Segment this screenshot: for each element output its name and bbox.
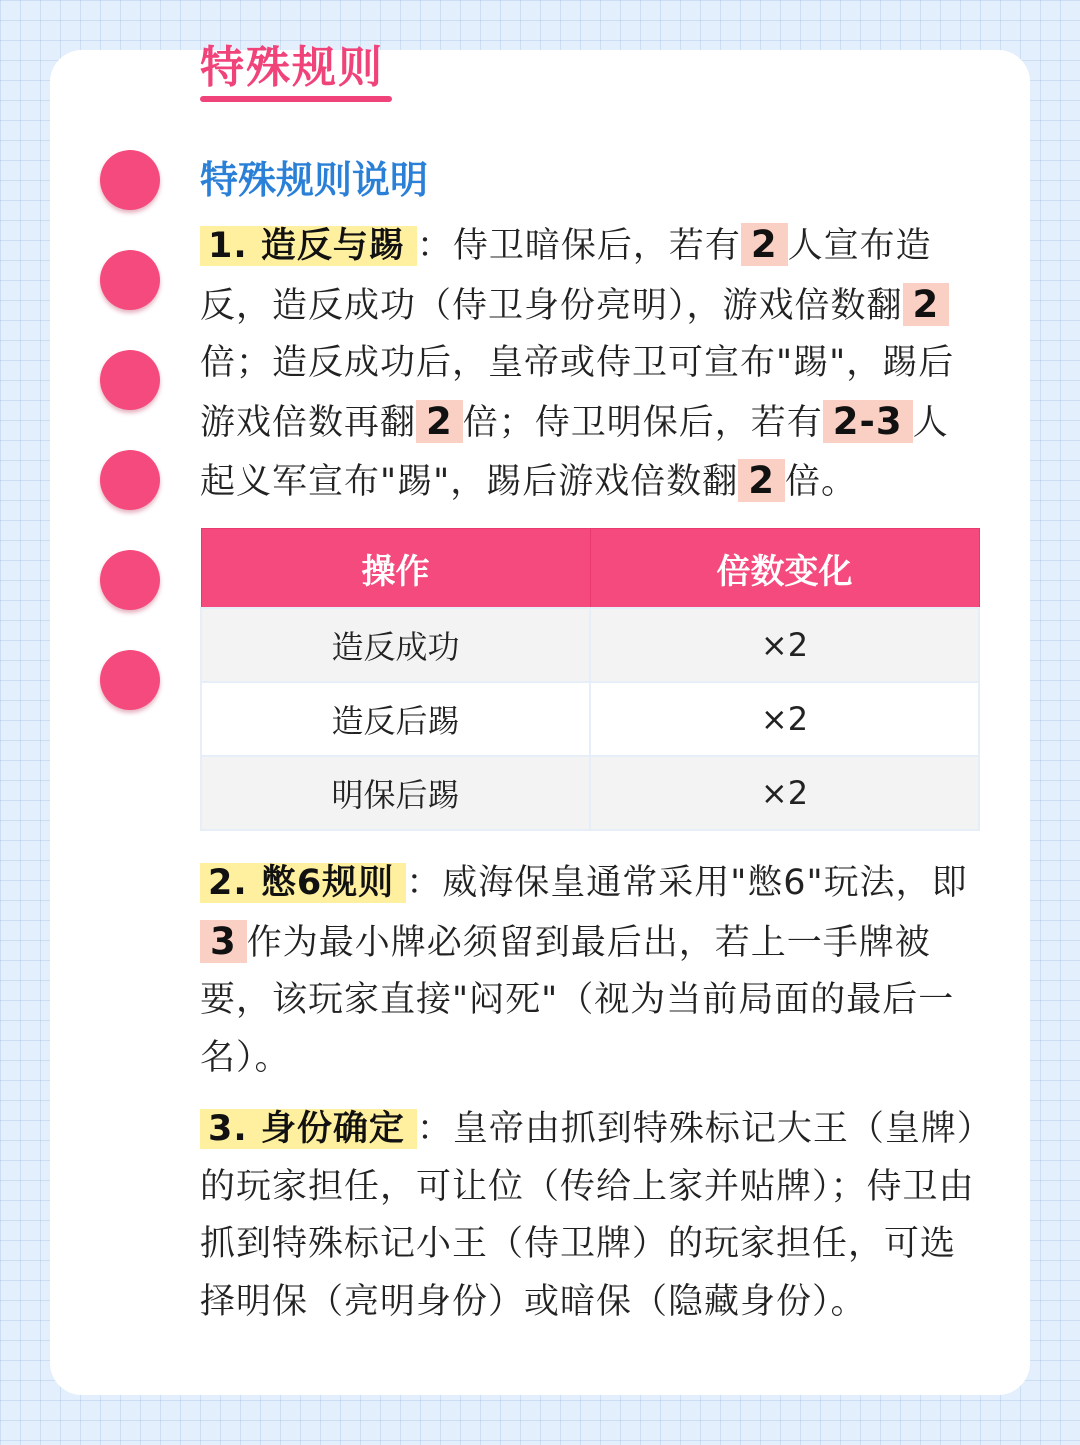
- highlight-number: 2: [738, 459, 785, 502]
- table-row: [201, 608, 979, 682]
- title-underline: [200, 96, 392, 102]
- rule-2-paragraph: [200, 855, 980, 1087]
- table-cell: ×2: [590, 756, 979, 830]
- decorative-dot: [100, 450, 160, 510]
- rule-3-paragraph: [200, 1101, 980, 1331]
- highlight-number: 2: [903, 283, 950, 326]
- table-cell: 明保后踢: [201, 756, 590, 830]
- decorative-dot: [100, 150, 160, 210]
- rule-2-text: 作为最小牌必须留到最后出，若上一手牌被要，该玩家直接"闷死"（视为当前局面的最后一名）。: [200, 922, 955, 1078]
- column-header-multiplier: 倍数变化: [590, 529, 979, 609]
- table-cell: ×2: [590, 682, 979, 756]
- rule-1-paragraph: [200, 216, 980, 512]
- highlight-number: 3: [200, 920, 247, 963]
- multiplier-table: [200, 528, 980, 831]
- page-title: 特殊规则: [200, 42, 384, 93]
- rule-2-text: ：威海保皇通常采用"憋6"玩法，即: [406, 863, 968, 903]
- rule-1-text: ：侍卫暗保后，若有: [416, 226, 741, 266]
- table-cell: ×2: [590, 608, 979, 682]
- table-cell: 造反后踢: [201, 682, 590, 756]
- highlight-number: 2: [416, 400, 463, 443]
- decorative-dot: [100, 250, 160, 310]
- decorative-dot: [100, 650, 160, 710]
- rule-1-text: 倍。: [784, 462, 857, 502]
- rule-2-tag: 2. 憋6规则: [200, 863, 406, 903]
- rule-1-text: 倍；侍卫明保后，若有: [462, 402, 823, 443]
- rule-3-text: ：皇帝由抓到特殊标记大王（皇牌）的玩家担任，可让位（传给上家并贴牌）；侍卫由抓到特殊标记小王（侍卫牌）的玩家担任，可选择明保（亮明身份）或暗保（隐藏身份）。: [200, 1109, 976, 1322]
- column-header-operation: 操作: [201, 529, 590, 609]
- highlight-number: 2: [741, 223, 788, 266]
- rule-1-text: 人宣布造反，造反成功（侍卫身份亮明），游戏倍数翻: [200, 226, 932, 326]
- rule-1-text: 倍；造反成功后，皇帝或侍卫可宣布"踢"，踢后游戏倍数再翻: [200, 343, 955, 443]
- rule-1-text: 人起义军宣布"踢"，踢后游戏倍数翻: [200, 402, 949, 502]
- table-row: [201, 756, 979, 830]
- highlight-number: 2-3: [823, 400, 913, 443]
- table-cell: 造反成功: [201, 608, 590, 682]
- rule-1-tag: 1. 造反与踢: [200, 226, 417, 266]
- table-header-row: [201, 529, 979, 609]
- table-row: [201, 682, 979, 756]
- decorative-dot: [100, 350, 160, 410]
- rule-3-tag: 3. 身份确定: [200, 1109, 417, 1149]
- section-heading: 特殊规则说明: [200, 158, 429, 202]
- decorative-dot: [100, 550, 160, 610]
